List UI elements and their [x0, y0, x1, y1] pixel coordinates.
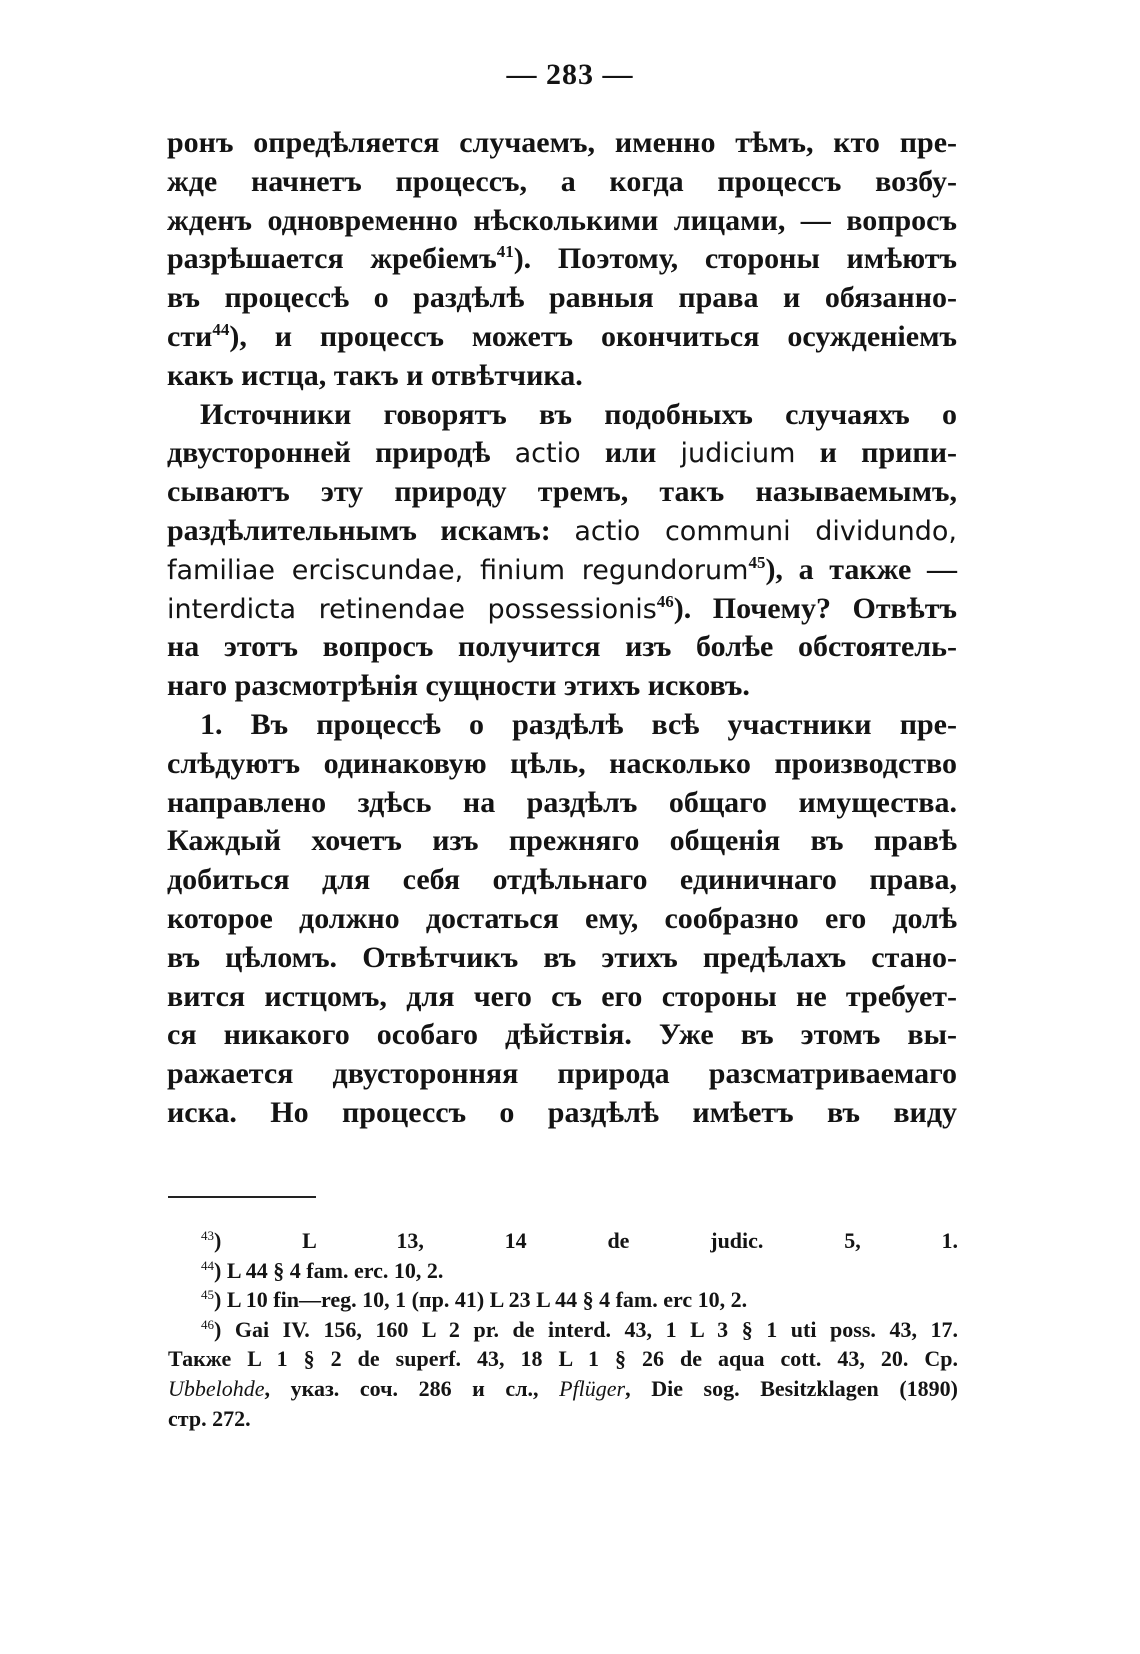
footnote-line: Ubbelohde, указ. соч. 286 и сл., Pflüger, Die sog. Besitzklagen (1890) [168, 1375, 958, 1401]
footnote-line: $^{46}$) Gai IV. 156, 160 L 2 pr. de interd. 43, 1 L 3 § 1 uti poss. 43, 17. [201, 1316, 958, 1342]
text-line: наго разсмотрѣнія сущности этихъ исковъ. [167, 669, 750, 703]
footnote-ref: 41 [496, 242, 514, 262]
footnote-ref: 46 [656, 591, 674, 611]
footnote-mark: 46 [201, 1316, 214, 1332]
footnote-ref: 44 [212, 319, 230, 339]
text-line: interdicta retinendae possessionis$^{46}$). Почему? Отвѣтъ [167, 591, 957, 625]
text-line: жденъ одновременно нѣсколькими лицами, — вопросъ [167, 203, 957, 237]
page-number: — 283 — [506, 58, 634, 91]
text-line: слѣдуютъ одинаковую цѣль, насколько производство [167, 746, 957, 780]
text-line: ронъ опредѣляется случаемъ, именно тѣмъ, кто пре- [167, 126, 957, 159]
text-line: добиться для себя отдѣльнаго единичнаго права, [167, 863, 957, 897]
footnote-mark: 44 [201, 1257, 214, 1273]
footnote-mark: 43 [201, 1228, 214, 1243]
text-line: Источники говорятъ въ подобныхъ случаяхъ о [200, 397, 957, 431]
text-line: ражается двусторонняя природа разсматриваемаго [167, 1057, 957, 1091]
footnote-line: $^{44}$) L 44 § 4 fam. erc. 10, 2. [201, 1257, 444, 1283]
text-line: направлено здѣсь на раздѣлъ общаго имущества. [167, 785, 957, 819]
footnotes [168, 1226, 958, 1433]
text-line: двусторонней природѣ actio или judicium и припи- [167, 436, 957, 470]
footnote-line: $^{43}$) L 13, 14 de judic. 5, 1. [201, 1228, 958, 1253]
main-text [167, 124, 957, 1133]
footnote-divider [168, 1196, 316, 1198]
text-line: familiae erciscundae, finium regundorum$^{45}$), а также — [167, 552, 957, 586]
footnote-mark: 45 [201, 1287, 214, 1303]
footnote-ref: 45 [748, 552, 766, 572]
text-line: въ процессѣ о раздѣлѣ равныя права и обязанно- [167, 281, 957, 315]
text-line: иска. Но процессъ о раздѣлѣ имѣетъ въ виду [167, 1095, 957, 1129]
text-line: сти$^{44}$), и процессъ можетъ окончиться осужденіемъ [167, 319, 957, 353]
text-line: въ цѣломъ. Отвѣтчикъ въ этихъ предѣлахъ стано- [167, 940, 957, 974]
text-line: 1. Въ процессѣ о раздѣлѣ всѣ участники пре- [200, 707, 957, 741]
text-line: разрѣшается жребіемъ$^{41}$). Поэтому, стороны имѣютъ [167, 242, 957, 276]
footnote-line: $^{45}$) L 10 fin—reg. 10, 1 (пр. 41) L 23 L 44 § 4 fam. erc 10, 2. [201, 1287, 748, 1313]
text-line: вится истцомъ, для чего съ его стороны не требует- [167, 979, 957, 1013]
text-line: которое должно достаться ему, сообразно его долѣ [167, 901, 957, 935]
text-line: ся никакого особаго дѣйствія. Уже въ этомъ вы- [167, 1018, 957, 1052]
text-line: сываютъ эту природу тремъ, такъ называемымъ, [167, 475, 957, 509]
footnote-line: стр. 272. [168, 1405, 251, 1431]
footnote-line: Также L 1 § 2 de superf. 43, 18 L 1 § 26 de aqua cott. 43, 20. Ср. [168, 1346, 958, 1372]
text-line: какъ истца, такъ и отвѣтчика. [167, 358, 583, 392]
text-line: на этотъ вопросъ получится изъ болѣе обстоятель- [167, 630, 957, 664]
text-line: Каждый хочетъ изъ прежняго общенія въ правѣ [167, 824, 957, 858]
text-line: раздѣлительнымъ искамъ: actio communi dividundo, [167, 513, 957, 547]
text-line: жде начнетъ процессъ, а когда процессъ возбу- [167, 164, 957, 198]
